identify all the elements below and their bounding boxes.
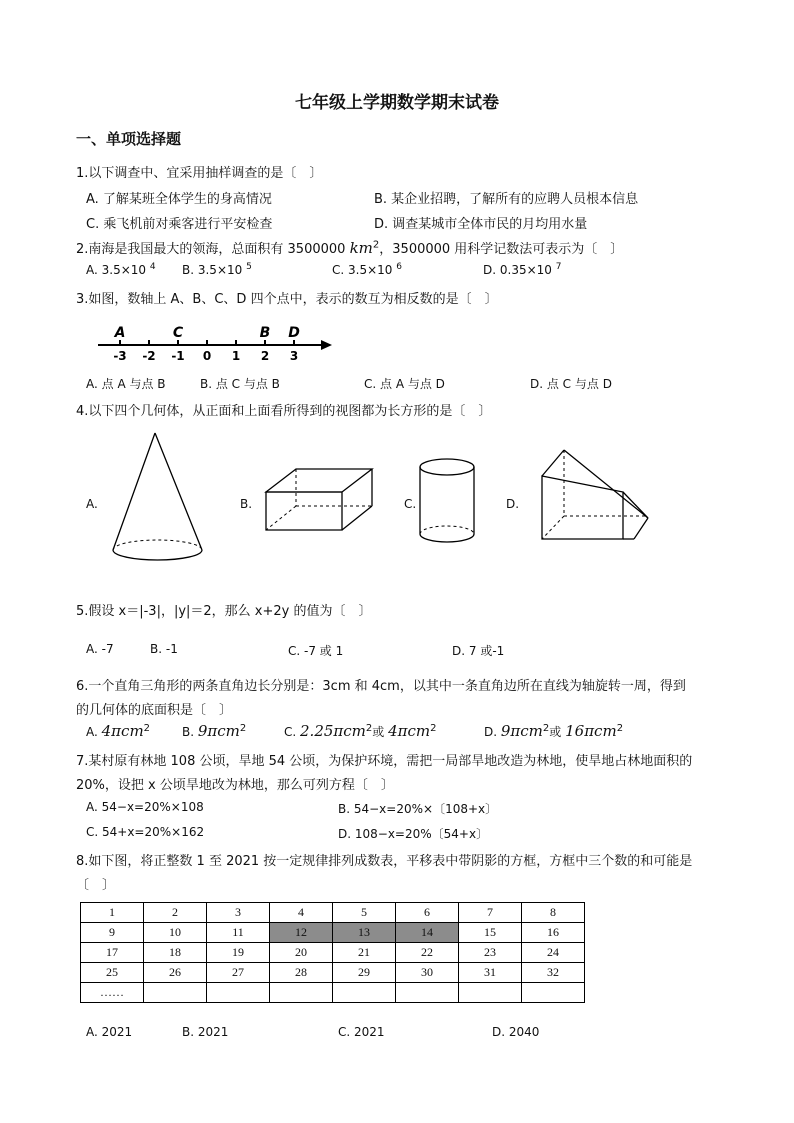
table-cell: 12 xyxy=(270,923,333,943)
table-cell: 27 xyxy=(207,963,270,983)
q5-option-c[interactable]: C. -7 或 1 xyxy=(288,644,344,658)
tick-label: -1 xyxy=(171,349,185,363)
table-cell: 31 xyxy=(459,963,522,983)
table-cell: 30 xyxy=(396,963,459,983)
q5-option-d[interactable]: D. 7 或-1 xyxy=(452,644,505,658)
table-cell: 28 xyxy=(270,963,333,983)
table-cell xyxy=(270,983,333,1003)
q6-stem-line2: 的几何体的底面积是〔 〕 xyxy=(76,703,233,718)
table-cell: 10 xyxy=(144,923,207,943)
table-cell: 9 xyxy=(81,923,144,943)
q7-option-d[interactable]: D. 108−x=20%〔54+x〕 xyxy=(338,827,489,841)
table-cell: 18 xyxy=(144,943,207,963)
point-label-d: D xyxy=(288,325,300,341)
q2-unit: km xyxy=(349,239,373,257)
table-cell: 22 xyxy=(396,943,459,963)
q7-stem-line1: 7.某村原有林地 108 公顷，旱地 54 公顷，为保护环境，需把一局部旱地改造为林地，使旱地占林地面积的 xyxy=(76,754,693,769)
arrow-right-icon xyxy=(321,340,332,350)
q8-option-a[interactable]: A. 2021 xyxy=(86,1025,133,1039)
table-cell: 16 xyxy=(522,923,585,943)
q8-option-d[interactable]: D. 2040 xyxy=(492,1025,540,1039)
table-cell: 5 xyxy=(333,903,396,923)
q6-option-a[interactable]: A. 4πcm$^2$ xyxy=(86,722,151,740)
tick-label: 0 xyxy=(202,349,212,363)
table-cell xyxy=(459,983,522,1003)
page-title: 七年级上学期数学期末试卷 xyxy=(295,93,499,113)
table-cell: 17 xyxy=(81,943,144,963)
q8-stem-line2: 〔 〕 xyxy=(76,878,116,893)
section-heading: 一、单项选择题 xyxy=(76,130,182,148)
point-label-b: B xyxy=(259,325,271,341)
q4-label-c[interactable]: C. xyxy=(404,497,417,511)
prism-figure xyxy=(536,446,654,546)
cone-figure xyxy=(108,430,208,565)
q1-option-a[interactable]: A. 了解某班全体学生的身高情况 xyxy=(86,192,272,207)
table-cell xyxy=(144,983,207,1003)
q2-option-b[interactable]: B. 3.5×10 $^5$ xyxy=(182,262,252,277)
table-cell: 13 xyxy=(333,923,396,943)
q2-option-a[interactable]: A. 3.5×10 $^4$ xyxy=(86,262,156,277)
table-cell: 14 xyxy=(396,923,459,943)
q1-option-d[interactable]: D. 调查某城市全体市民的月均用水量 xyxy=(374,217,588,232)
tick-label: 2 xyxy=(260,349,270,363)
q4-stem: 4.以下四个几何体，从正面和上面看所得到的视图都为长方形的是〔 〕 xyxy=(76,404,492,419)
q3-option-d[interactable]: D. 点 C 与点 D xyxy=(530,377,612,391)
table-row xyxy=(81,943,585,963)
q4-label-a[interactable]: A. xyxy=(86,497,98,511)
q6-option-d[interactable]: D. 9πcm$^2$或 16πcm$^2$ xyxy=(484,722,624,740)
table-cell: …… xyxy=(81,983,144,1003)
q2-stem: 2.南海是我国最大的领海，总面积有 3500000 $km^2$，3500000 用科学记数法可表示为〔 〕 xyxy=(76,239,624,257)
point-label-c: C xyxy=(172,325,184,341)
q2-option-d[interactable]: D. 0.35×10 $^7$ xyxy=(483,262,562,277)
q7-option-b[interactable]: B. 54−x=20%×〔108+x〕 xyxy=(338,802,498,816)
q7-option-a[interactable]: A. 54−x=20%×108 xyxy=(86,800,204,814)
tick-label: 1 xyxy=(231,349,241,363)
q8-option-c[interactable]: C. 2021 xyxy=(338,1025,385,1039)
q6-stem-line1: 6.一个直角三角形的两条直角边长分别是：3cm 和 4cm，以其中一条直角边所在直线为轴旋转一周，得到 xyxy=(76,679,686,694)
q3-number-line xyxy=(92,318,342,366)
cuboid-figure xyxy=(262,464,376,534)
table-row xyxy=(81,963,585,983)
table-cell: 29 xyxy=(333,963,396,983)
q3-option-c[interactable]: C. 点 A 与点 D xyxy=(364,377,445,391)
q1-option-b[interactable]: B. 某企业招聘，了解所有的应聘人员根本信息 xyxy=(374,192,639,207)
q7-option-c[interactable]: C. 54+x=20%×162 xyxy=(86,825,205,839)
table-cell: 25 xyxy=(81,963,144,983)
table-cell xyxy=(207,983,270,1003)
table-cell: 11 xyxy=(207,923,270,943)
q3-option-b[interactable]: B. 点 C 与点 B xyxy=(200,377,280,391)
q4-label-b[interactable]: B. xyxy=(240,497,253,511)
point-label-a: A xyxy=(114,325,126,341)
q8-option-b[interactable]: B. 2021 xyxy=(182,1025,229,1039)
q1-option-c[interactable]: C. 乘飞机前对乘客进行平安检查 xyxy=(86,217,273,232)
table-cell: 15 xyxy=(459,923,522,943)
table-cell: 3 xyxy=(207,903,270,923)
q3-option-a[interactable]: A. 点 A 与点 B xyxy=(86,377,166,391)
table-cell: 26 xyxy=(144,963,207,983)
table-cell: 8 xyxy=(522,903,585,923)
q5-option-b[interactable]: B. -1 xyxy=(150,642,178,656)
table-cell: 7 xyxy=(459,903,522,923)
q6-option-b[interactable]: B. 9πcm$^2$ xyxy=(182,722,247,740)
q5-option-a[interactable]: A. -7 xyxy=(86,642,114,656)
table-cell: 4 xyxy=(270,903,333,923)
q3-stem: 3.如图，数轴上 A、B、C、D 四个点中，表示的数互为相反数的是〔 〕 xyxy=(76,292,498,307)
table-cell: 19 xyxy=(207,943,270,963)
q8-stem-line1: 8.如下图，将正整数 1 至 2021 按一定规律排列成数表，平移表中带阴影的方框，方框中三个数的和可能是 xyxy=(76,854,693,869)
q5-stem: 5.假设 x＝|-3|，|y|＝2，那么 x+2y 的值为〔 〕 xyxy=(76,604,372,619)
table-row xyxy=(81,903,585,923)
table-cell: 32 xyxy=(522,963,585,983)
table-cell: 21 xyxy=(333,943,396,963)
tick-label: -2 xyxy=(142,349,156,363)
table-row xyxy=(81,983,585,1003)
table-cell: 24 xyxy=(522,943,585,963)
q4-label-d[interactable]: D. xyxy=(506,497,520,511)
table-cell: 1 xyxy=(81,903,144,923)
q2-option-c[interactable]: C. 3.5×10 $^6$ xyxy=(332,262,402,277)
tick-label: -3 xyxy=(113,349,127,363)
table-cell xyxy=(396,983,459,1003)
table-cell: 20 xyxy=(270,943,333,963)
table-cell xyxy=(333,983,396,1003)
q1-stem: 1.以下调查中、宜采用抽样调查的是〔 〕 xyxy=(76,166,323,181)
table-cell: 23 xyxy=(459,943,522,963)
tick-label: 3 xyxy=(289,349,299,363)
table-row xyxy=(81,923,585,943)
q7-stem-line2: 20%，设把 x 公顷旱地改为林地，那么可列方程〔 〕 xyxy=(76,778,394,793)
cylinder-figure xyxy=(416,456,480,546)
table-cell xyxy=(522,983,585,1003)
number-table xyxy=(80,902,585,1003)
table-cell: 2 xyxy=(144,903,207,923)
q6-option-c[interactable]: C. 2.25πcm$^2$或 4πcm$^2$ xyxy=(284,722,437,740)
table-cell: 6 xyxy=(396,903,459,923)
